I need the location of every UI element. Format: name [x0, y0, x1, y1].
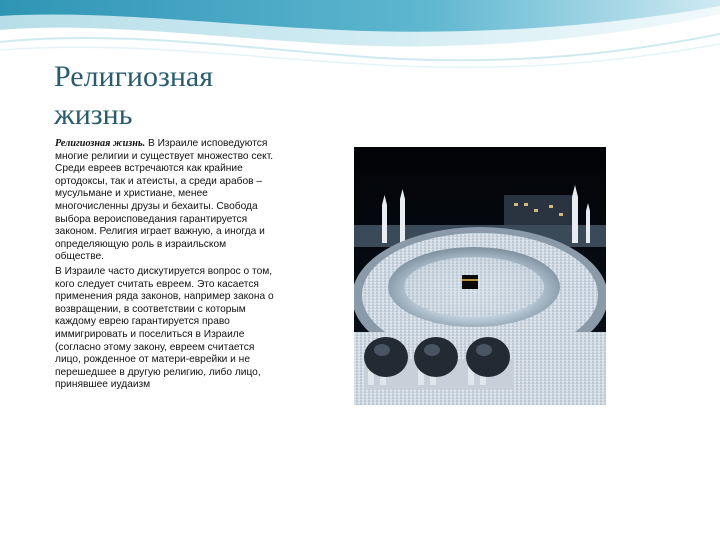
body-text [55, 138, 275, 394]
paragraph-1-text: В Израиле исповедуются многие религии и существует множество сект. Среди евреев встречаются как крайние ортодоксы, так и атеисты, а среди арабов – мусульмане и христиане, менее многочисленны друзы и бехаиты. Свобода выбора вероисповедания гарантируется законом. Религия играет важную, а иногда и определяющую роль в израильском обществе. [55, 138, 274, 263]
slide-title [54, 58, 354, 134]
slide-title-line-1: Религиозная [54, 60, 214, 93]
slide-title-line-2: жизнь [54, 98, 133, 131]
paragraph-2: В Израиле часто дискутируется вопрос о том, кого следует считать евреем. Это касается применения ряда законов, например закона о возвращении, в соответствии с которым каждому еврею гарантируется право иммигрировать и поселиться в Израиле (согласно этому закону, евреем считается лицо, рожденное от матери-еврейки и не перешедшее в другую религию, либо лицо, принявшее иудаизм [55, 265, 274, 391]
paragraph-1-lead: Религиозная жизнь. [55, 138, 146, 149]
paragraph-1 [55, 138, 275, 264]
mosque-photo-icon [354, 147, 606, 405]
